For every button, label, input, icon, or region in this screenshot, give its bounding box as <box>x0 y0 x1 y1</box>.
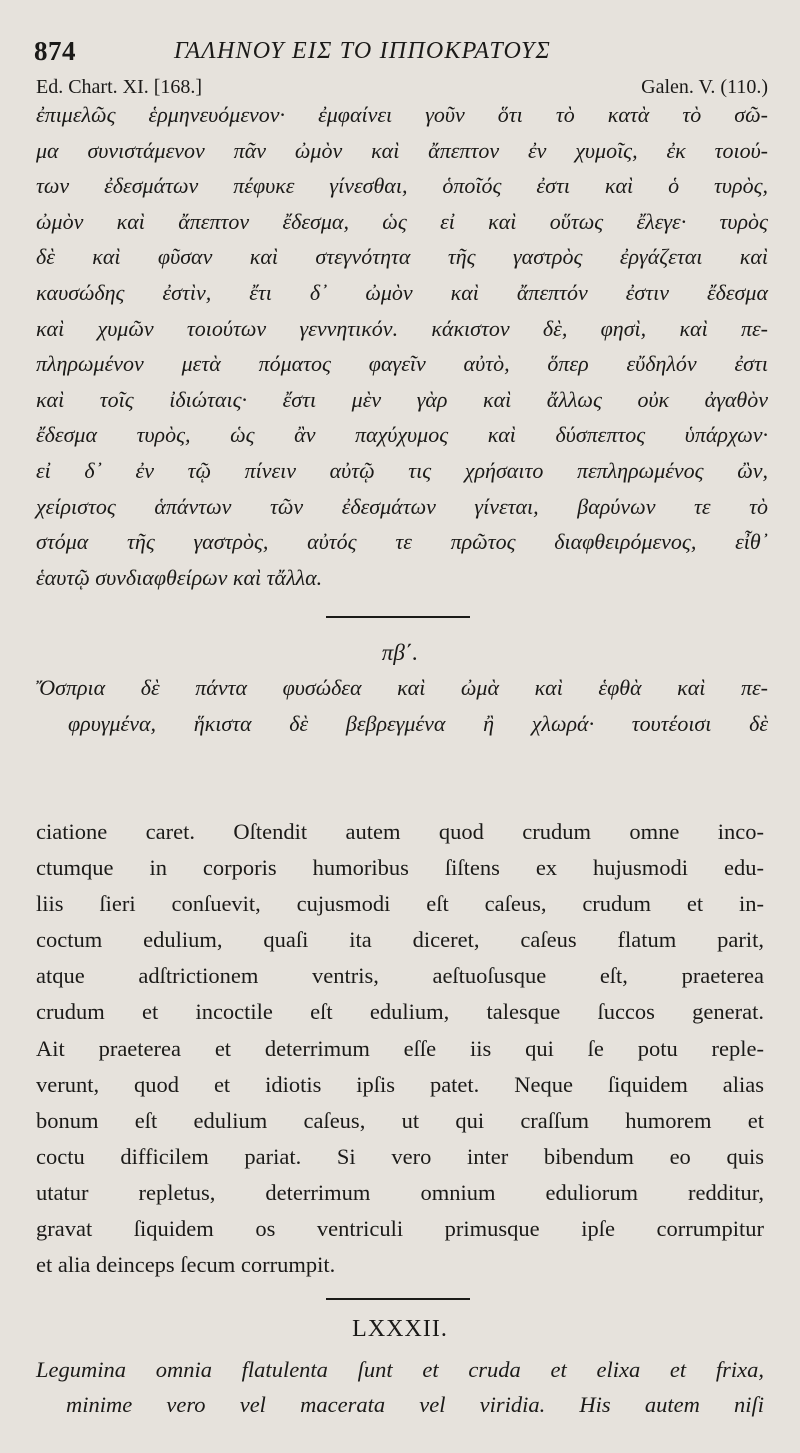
text-line: καὶ χυμῶν τοιούτων γεννητικόν. κάκιστον δὲ, φησὶ, καὶ πε- <box>36 315 768 341</box>
greek-commentary <box>36 97 768 595</box>
text-line: φρυγμένα, ἥκιστα δὲ βεβρεγμένα ἢ χλωρά· τουτέοισι δὲ <box>68 710 768 736</box>
latin-aphorism <box>36 1352 764 1422</box>
text-line: δὲ καὶ φῦσαν καὶ στεγνότητα τῆς γαστρὸς ἐργάζεται καὶ <box>36 244 768 270</box>
text-line: ciatione caret. Oſtendit autem quod crudum omne inco- <box>36 819 764 844</box>
greek-section-number: πβ΄. <box>381 640 419 665</box>
text-line: utatur repletus, deterrimum omnium eduliorum redditur, <box>36 1179 764 1205</box>
edition-chartier: Ed. Chart. XI. [168.] <box>36 76 203 98</box>
text-line: καὶ τοῖς ἰδιώταις· ἔστι μὲν γὰρ καὶ ἄλλως οὐκ ἀγαθὸν <box>36 386 768 412</box>
text-line: Ὄσπρια δὲ πάντα φυσώδεα καὶ ὠμὰ καὶ ἑφθὰ καὶ πε- <box>36 675 768 700</box>
text-line: Ait praeterea et deterrimum eſſe iis qui ſe potu reple- <box>36 1035 764 1061</box>
page-number: 874 <box>34 36 76 66</box>
text-line: ἐπιμελῶς ἑρμηνευόμενον· ἐμφαίνει γοῦν ὅτι τὸ κατὰ τὸ σῶ- <box>36 102 768 127</box>
text-line: liis ſieri conſuevit, cujusmodi eſt caſeus, crudum et in- <box>36 891 764 917</box>
text-line: et alia deinceps ſecum corrumpit. <box>36 1252 336 1278</box>
text-line: ἔδεσμα τυρὸς, ὡς ἂν παχύχυμος καὶ δύσπεπτος ὑπάρχων· <box>36 422 768 448</box>
text-line: μα συνιστάμενον πᾶν ὠμὸν καὶ ἄπεπτον ἐν χυμοῖς, ἐκ τοιού- <box>36 137 768 163</box>
text-line: Legumina omnia flatulenta ſunt et cruda et elixa et frixa, <box>36 1357 764 1382</box>
section-divider <box>326 1298 470 1300</box>
text-line: καυσώδης ἐστὶν, ἔτι δ᾽ ὠμὸν καὶ ἄπεπτόν ἐστιν ἔδεσμα <box>36 279 768 305</box>
section-divider <box>326 616 470 618</box>
text-line: πληρωμένον μετὰ πόματος φαγεῖν αὐτὸ, ὅπερ εὔδηλόν ἐστι <box>36 351 768 377</box>
text-line: εἰ δ᾽ ἐν τῷ πίνειν αὐτῷ τις χρήσαιτο πεπληρωμένος ὢν, <box>36 457 768 483</box>
text-line: ὠμὸν καὶ ἄπεπτον ἔδεσμα, ὡς εἰ καὶ οὕτως ἔλεγε· τυρὸς <box>36 208 768 234</box>
edition-galen: Galen. V. (110.) <box>641 76 768 98</box>
latin-section-number: LXXXII. <box>352 1316 448 1342</box>
text-line: στόμα τῆς γαστρὸς, αὐτός τε πρῶτος διαφθειρόμενος, εἶθ᾽ <box>36 529 768 555</box>
text-line: coctum edulium, quaſi ita diceret, caſeus flatum parit, <box>36 927 764 953</box>
running-header <box>34 36 768 72</box>
text-line: coctu difficilem pariat. Si vero inter bibendum eo quis <box>36 1143 764 1169</box>
text-line: ctumque in corporis humoribus ſiſtens ex hujusmodi edu- <box>36 855 764 881</box>
latin-commentary <box>36 814 764 1283</box>
text-line: bonum eſt edulium caſeus, ut qui craſſum humorem et <box>36 1107 764 1133</box>
text-line: ἑαυτῷ συνδιαφθείρων καὶ τἄλλα. <box>36 564 323 590</box>
text-line: verunt, quod et idiotis ipſis patet. Neque ſiquidem alias <box>36 1071 764 1097</box>
running-title: ΓΑΛΗΝΟΥ ΕΙΣ ΤΟ ΙΠΠΟΚΡΑΤΟΥΣ <box>174 38 552 64</box>
greek-aphorism <box>36 670 768 741</box>
text-line: minime vero vel macerata vel viridia. His autem niſi <box>66 1392 764 1417</box>
text-line: atque adſtrictionem ventris, aeſtuoſusque eſt, praeterea <box>36 963 764 989</box>
text-line: των ἐδεσμάτων πέφυκε γίνεσθαι, ὁποῖός ἐστι καὶ ὁ τυρὸς, <box>36 173 768 199</box>
text-line: crudum et incoctile eſt edulium, talesque ſuccos generat. <box>36 999 764 1025</box>
text-line: χείριστος ἁπάντων τῶν ἐδεσμάτων γίνεται, βαρύνων τε τὸ <box>36 493 768 519</box>
text-line: gravat ſiquidem os ventriculi primusque ipſe corrumpitur <box>36 1216 764 1242</box>
